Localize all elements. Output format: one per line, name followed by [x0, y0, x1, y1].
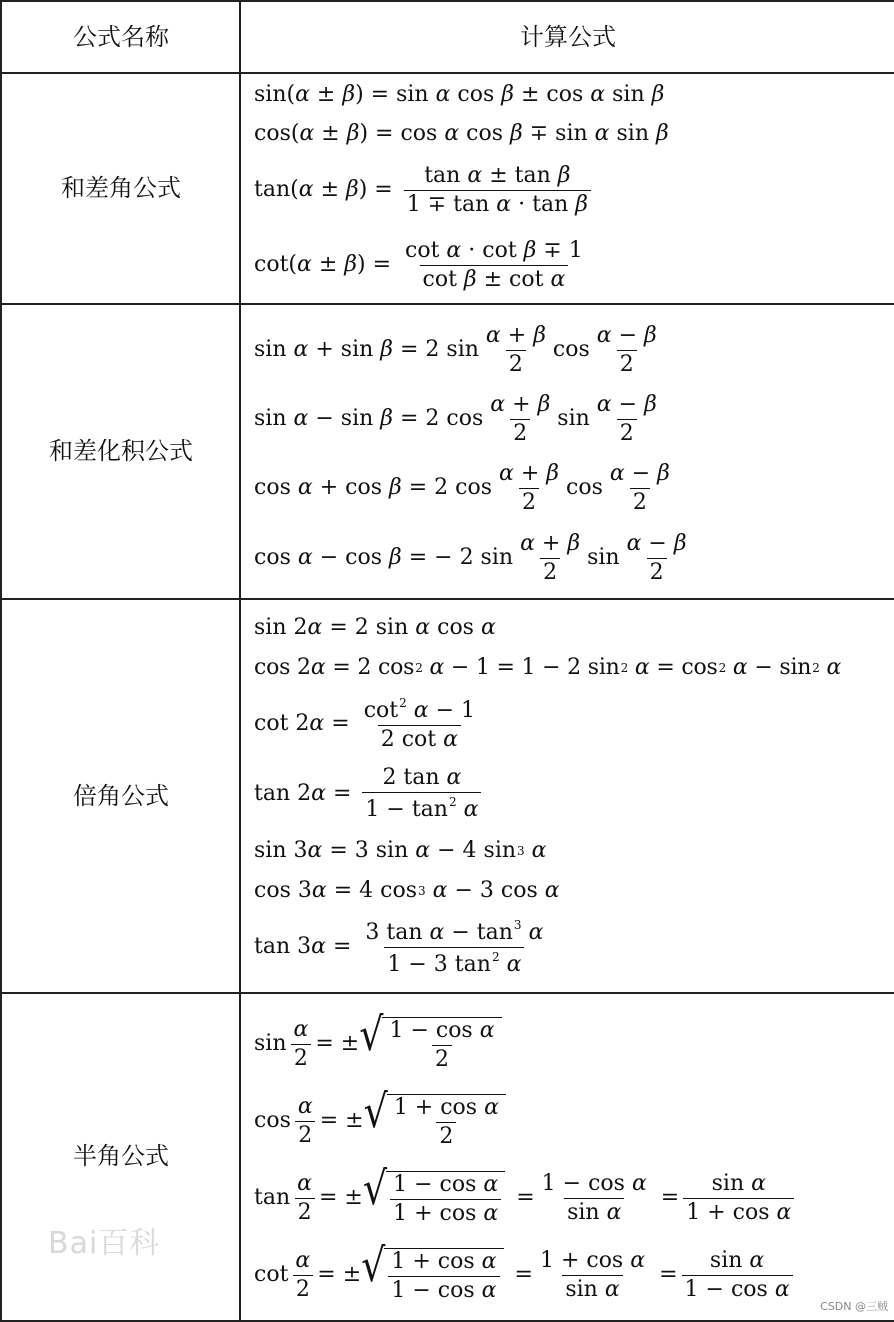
section-name-half-angle: 半角公式 [73, 1142, 169, 1170]
header-formula-name: 公式名称 [73, 23, 169, 51]
sqrt-icon: √ [361, 1239, 386, 1292]
formula-sin-2a: sin 2 α = 2 sin α cos α [254, 615, 496, 640]
formula-sin-3a: sin 3 α = 3 sin α − 4 sin 3 α [254, 838, 547, 863]
row-divider-3 [0, 992, 894, 994]
formula-tan-sum: tan( α ± β ) = $\frac{\text{tan α ± tan β}}{\text{1 ∓ tan α · tan β}}$ [254, 160, 595, 220]
formula-sin-plus-sin: sin α + sin β = 2 sin $\frac{\alpha + \beta}{2}$ cos $\frac{\alpha - \beta}{2}$ [254, 322, 657, 377]
baike-watermark: Bai百科 [48, 1226, 161, 1261]
section-name-multiple-angle: 倍角公式 [73, 782, 169, 810]
formula-cot-half: cot $\frac{\alpha}{2}$ = ± √ $\frac{\text{1 + cos α}}{\text{1 − cos α}}$ = $\frac{\text{1 + cos α}}{\text{sin α}}$ = $\frac{\text{sin α}}{\text{1 − cos α}}$ [254, 1244, 797, 1306]
formula-cot-sum: cot( α ± β ) = $\frac{\text{cot α · cot β ∓ 1}}{\text{cot β ± cot α}}$ [254, 237, 583, 292]
formula-sin-sum: sin( α ± β ) = sin α cos β ± cos α sin β [254, 82, 665, 107]
formula-tan-3a: tan 3 α = $\frac{3 \tan \alpha - \tan^3 \alpha}{1 - 3 \tan^2 \alpha}$ [254, 917, 544, 977]
sqrt-icon: √ [359, 1008, 384, 1061]
section-name-sum-difference: 和差角公式 [61, 174, 181, 202]
formula-cos-plus-cos: cos α + cos β = 2 cos $\frac{\alpha + \beta}{2}$ cos $\frac{\alpha - \beta}{2}$ [254, 460, 670, 515]
formula-tan-2a: tan 2 α = $\frac{\text{2 tan α}}{1 - \tan^2 \alpha}$ [254, 764, 485, 824]
formula-cos-2a: cos 2 α = 2 cos 2 α − 1 = 1 − 2 sin 2 α = cos 2 α − sin 2 α [254, 655, 842, 680]
formula-cos-sum: cos( α ± β ) = cos α cos β ∓ sin α sin β [254, 121, 669, 146]
header-formula-expression: 计算公式 [520, 23, 616, 51]
sqrt-icon: √ [362, 1162, 388, 1215]
row-divider-2 [0, 598, 894, 600]
formula-cos-minus-cos: cos α − cos β = − 2 sin $\frac{\alpha + \beta}{2}$ sin $\frac{\alpha - \beta}{2}$ [254, 530, 687, 585]
formula-sin-half: sin $\frac{\alpha}{2}$ = ± √ $\frac{\text{1 − cos α}}{2}$ [254, 1013, 506, 1075]
row-divider-1 [0, 303, 894, 305]
formula-cot-2a: cot 2 α = $\frac{\cot^2 \alpha - 1}{\text{2 cot α}}$ [254, 696, 476, 752]
formula-cos-3a: cos 3 α = 4 cos 3 α − 3 cos α [254, 878, 560, 903]
formula-cos-half: cos $\frac{\alpha}{2}$ = ± √ $\frac{\text{1 + cos α}}{2}$ [254, 1090, 510, 1152]
section-name-sum-to-product: 和差化积公式 [49, 437, 193, 465]
formula-sin-minus-sin: sin α − sin β = 2 cos $\frac{\alpha + \beta}{2}$ sin $\frac{\alpha - \beta}{2}$ [254, 391, 657, 446]
formula-tan-half: tan $\frac{\alpha}{2}$ = ± √ $\frac{\text{1 − cos α}}{\text{1 + cos α}}$ = $\frac{\text{1 − cos α}}{\text{sin α}}$ = $\frac{\text{sin α}}{\text{1 + cos α}}$ [254, 1167, 798, 1229]
table-border-top [0, 0, 894, 2]
csdn-credit: CSDN @三贼 [820, 1300, 888, 1313]
header-divider [0, 72, 894, 74]
sqrt-icon: √ [363, 1085, 388, 1138]
